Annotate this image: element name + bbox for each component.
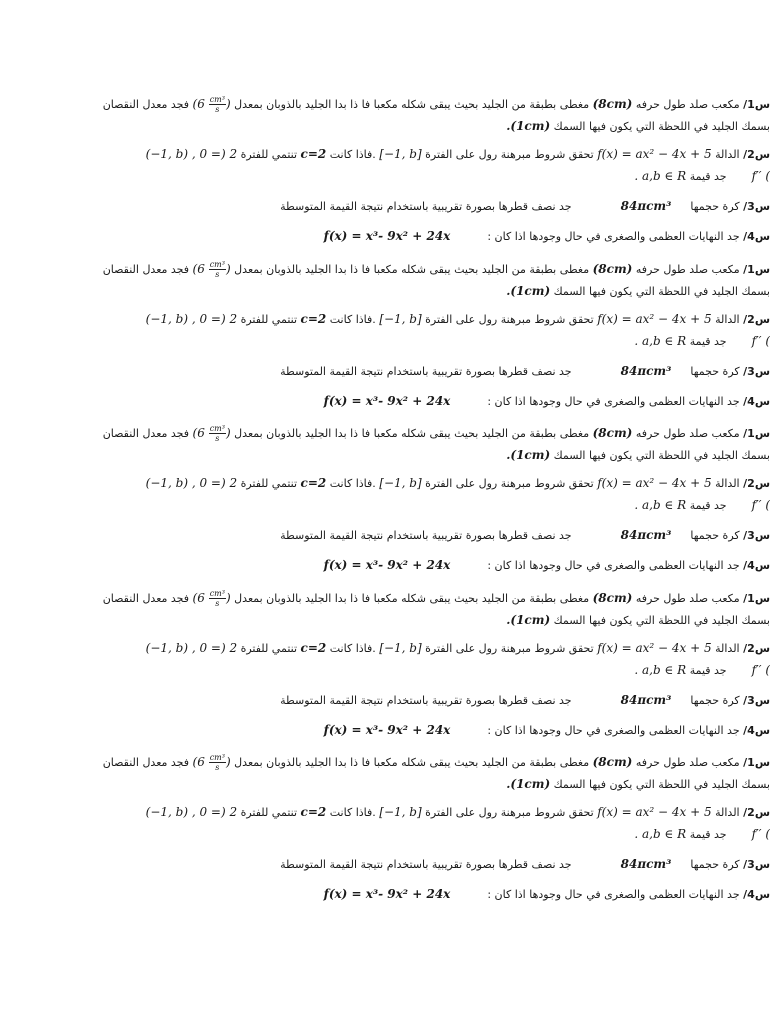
q1-text-b: مغطى بطبقة من الجليد بحيث يبقى شكله مكعبا فا ذا بدا الجليد بالذوبان بمعدل — [234, 98, 590, 111]
q2-number: س2/ — [743, 806, 770, 819]
q4-number: س4/ — [743, 395, 770, 408]
q4-text: جد النهايات العظمى والصغرى في حال وجودها اذا كان : — [487, 888, 740, 901]
q2-text-c: .فاذا كانت — [329, 313, 376, 326]
q2-text-b: تحقق شروط مبرهنة رول على الفترة — [425, 642, 594, 655]
q2-line2 — [634, 169, 770, 184]
q2-text-e: جد قيمة — [689, 335, 727, 348]
q3-volume: 84πcm³ — [620, 693, 672, 707]
q2-ab: . a,b ∈ R — [634, 498, 687, 512]
q4-line — [324, 558, 770, 573]
q4-number: س4/ — [743, 888, 770, 901]
q1-line2 — [506, 613, 770, 628]
q1-number: س1/ — [743, 98, 770, 111]
q3-text-b: جد نصف قطرها بصورة تقريبية باستخدام نتيجة القيمة المتوسطة — [280, 365, 572, 378]
q1-edge: (8cm) — [592, 755, 633, 769]
q4-text: جد النهايات العظمى والصغرى في حال وجودها اذا كان : — [487, 559, 740, 572]
q2-ab: . a,b ∈ R — [634, 663, 687, 677]
q3-line — [280, 528, 770, 543]
q1-text-b: مغطى بطبقة من الجليد بحيث يبقى شكله مكعبا فا ذا بدا الجليد بالذوبان بمعدل — [234, 592, 590, 605]
q2-line2 — [634, 827, 770, 842]
q2-number: س2/ — [743, 148, 770, 161]
q1-edge: (8cm) — [592, 426, 633, 440]
rate-fraction: $\frac{\text{cm³}}{s}$ — [209, 95, 225, 114]
q3-number: س3/ — [743, 200, 770, 213]
q2-interval: [−1, b] — [379, 147, 422, 161]
q2-second-derivative: f′′ ( — [751, 498, 770, 512]
q3-number: س3/ — [743, 858, 770, 871]
q1-thickness: (1cm). — [506, 777, 551, 791]
q3-text-a: كرة حجمها — [690, 858, 740, 871]
q3-volume: 84πcm³ — [620, 199, 672, 213]
q1-text-d: بسمك الجليد في اللحظة التي يكون فيها السمك — [553, 120, 770, 133]
q1-text-d: بسمك الجليد في اللحظة التي يكون فيها السمك — [553, 285, 770, 298]
q3-text-a: كرة حجمها — [690, 200, 740, 213]
q4-text: جد النهايات العظمى والصغرى في حال وجودها اذا كان : — [487, 230, 740, 243]
q1-thickness: (1cm). — [506, 613, 551, 627]
rate-fraction: $\frac{\text{cm³}}{s}$ — [209, 753, 225, 772]
q2-c-value: c=2 — [300, 312, 327, 326]
q1-text-a: مكعب صلد طول حرفه — [635, 427, 740, 440]
q4-number: س4/ — [743, 724, 770, 737]
q2-point: (−1, b) , 0 =) 2 — [145, 476, 238, 490]
q1-number: س1/ — [743, 756, 770, 769]
rate-fraction: $\frac{\text{cm³}}{s}$ — [209, 589, 225, 608]
q3-text-b: جد نصف قطرها بصورة تقريبية باستخدام نتيجة القيمة المتوسطة — [280, 200, 572, 213]
q2-line2 — [634, 334, 770, 349]
q2-point: (−1, b) , 0 =) 2 — [145, 147, 238, 161]
q2-function: f(x) = ax² − 4x + 5 — [597, 476, 712, 490]
q4-line — [324, 723, 770, 738]
q2-text-c: .فاذا كانت — [329, 477, 376, 490]
q1-number: س1/ — [743, 263, 770, 276]
q1-edge: (8cm) — [592, 97, 633, 111]
q1-rate: (6 $\frac{\text{cm³}}{s}$ ) — [192, 260, 231, 279]
q2-function: f(x) = ax² − 4x + 5 — [597, 147, 712, 161]
q2-function: f(x) = ax² − 4x + 5 — [597, 805, 712, 819]
q3-number: س3/ — [743, 529, 770, 542]
q4-number: س4/ — [743, 230, 770, 243]
q3-line — [280, 693, 770, 708]
q1-thickness: (1cm). — [506, 448, 551, 462]
q3-line — [280, 857, 770, 872]
q2-c-value: c=2 — [300, 476, 327, 490]
q2-text-a: الدالة — [715, 642, 740, 655]
q4-line — [324, 394, 770, 409]
q2-point: (−1, b) , 0 =) 2 — [145, 641, 238, 655]
q1-edge: (8cm) — [592, 262, 633, 276]
q2-text-d: تنتمي للفترة — [240, 642, 298, 655]
q2-line1 — [104, 312, 770, 327]
q1-text-d: بسمك الجليد في اللحظة التي يكون فيها السمك — [553, 778, 770, 791]
q2-number: س2/ — [743, 477, 770, 490]
q1-text-c: فجد معدل النقصان — [102, 592, 190, 605]
q2-text-d: تنتمي للفترة — [240, 148, 298, 161]
q3-text-a: كرة حجمها — [690, 694, 740, 707]
q2-ab: . a,b ∈ R — [634, 827, 687, 841]
q3-text-a: كرة حجمها — [690, 365, 740, 378]
q1-line2 — [506, 448, 770, 463]
q1-thickness: (1cm). — [506, 119, 551, 133]
q4-line — [324, 229, 770, 244]
q1-number: س1/ — [743, 592, 770, 605]
q1-text-c: فجد معدل النقصان — [102, 98, 190, 111]
q3-volume: 84πcm³ — [620, 857, 672, 871]
q1-rate: (6 $\frac{\text{cm³}}{s}$ ) — [192, 753, 231, 772]
q2-second-derivative: f′′ ( — [751, 169, 770, 183]
q1-rate: (6 $\frac{\text{cm³}}{s}$ ) — [192, 95, 231, 114]
q1-thickness: (1cm). — [506, 284, 551, 298]
q2-line2 — [634, 663, 770, 678]
q2-line1 — [104, 805, 770, 820]
q2-interval: [−1, b] — [379, 805, 422, 819]
q3-number: س3/ — [743, 694, 770, 707]
q1-line1 — [104, 589, 770, 608]
q2-function: f(x) = ax² − 4x + 5 — [597, 641, 712, 655]
q2-text-b: تحقق شروط مبرهنة رول على الفترة — [425, 313, 594, 326]
q1-line1 — [104, 424, 770, 443]
q2-c-value: c=2 — [300, 147, 327, 161]
q3-text-a: كرة حجمها — [690, 529, 740, 542]
q4-function: f(x) = x³- 9x² + 24x — [323, 229, 451, 243]
q2-ab: . a,b ∈ R — [634, 169, 687, 183]
q2-text-c: .فاذا كانت — [329, 148, 376, 161]
q4-function: f(x) = x³- 9x² + 24x — [323, 394, 451, 408]
q3-line — [280, 199, 770, 214]
q2-line2 — [634, 498, 770, 513]
q2-function: f(x) = ax² − 4x + 5 — [597, 312, 712, 326]
q2-text-c: .فاذا كانت — [329, 642, 376, 655]
q2-c-value: c=2 — [300, 805, 327, 819]
q1-text-a: مكعب صلد طول حرفه — [635, 756, 740, 769]
q2-second-derivative: f′′ ( — [751, 663, 770, 677]
q1-text-c: فجد معدل النقصان — [102, 427, 190, 440]
q1-line1 — [104, 260, 770, 279]
q4-function: f(x) = x³- 9x² + 24x — [323, 887, 451, 901]
q2-text-a: الدالة — [715, 806, 740, 819]
q3-text-b: جد نصف قطرها بصورة تقريبية باستخدام نتيجة القيمة المتوسطة — [280, 529, 572, 542]
q2-line1 — [104, 641, 770, 656]
rate-fraction: $\frac{\text{cm³}}{s}$ — [209, 260, 225, 279]
q2-interval: [−1, b] — [379, 312, 422, 326]
q2-text-d: تنتمي للفترة — [240, 806, 298, 819]
q2-ab: . a,b ∈ R — [634, 334, 687, 348]
q2-text-a: الدالة — [715, 313, 740, 326]
q1-text-b: مغطى بطبقة من الجليد بحيث يبقى شكله مكعبا فا ذا بدا الجليد بالذوبان بمعدل — [234, 756, 590, 769]
q1-rate: (6 $\frac{\text{cm³}}{s}$ ) — [192, 589, 231, 608]
q3-text-b: جد نصف قطرها بصورة تقريبية باستخدام نتيجة القيمة المتوسطة — [280, 858, 572, 871]
q2-text-b: تحقق شروط مبرهنة رول على الفترة — [425, 806, 594, 819]
q3-line — [280, 364, 770, 379]
q1-text-d: بسمك الجليد في اللحظة التي يكون فيها السمك — [553, 449, 770, 462]
q2-interval: [−1, b] — [379, 641, 422, 655]
q3-volume: 84πcm³ — [620, 364, 672, 378]
q4-function: f(x) = x³- 9x² + 24x — [323, 558, 451, 572]
q1-text-c: فجد معدل النقصان — [102, 263, 190, 276]
q2-line1 — [104, 147, 770, 162]
q2-second-derivative: f′′ ( — [751, 334, 770, 348]
q3-number: س3/ — [743, 365, 770, 378]
q2-text-a: الدالة — [715, 477, 740, 490]
q2-text-d: تنتمي للفترة — [240, 313, 298, 326]
q1-text-a: مكعب صلد طول حرفه — [635, 592, 740, 605]
q2-text-e: جد قيمة — [689, 499, 727, 512]
q2-text-a: الدالة — [715, 148, 740, 161]
q2-number: س2/ — [743, 642, 770, 655]
q2-text-b: تحقق شروط مبرهنة رول على الفترة — [425, 148, 594, 161]
q2-point: (−1, b) , 0 =) 2 — [145, 312, 238, 326]
q4-function: f(x) = x³- 9x² + 24x — [323, 723, 451, 737]
q2-number: س2/ — [743, 313, 770, 326]
q2-text-e: جد قيمة — [689, 664, 727, 677]
q2-interval: [−1, b] — [379, 476, 422, 490]
q4-text: جد النهايات العظمى والصغرى في حال وجودها اذا كان : — [487, 395, 740, 408]
q1-line2 — [506, 284, 770, 299]
q1-line1 — [104, 753, 770, 772]
q2-text-d: تنتمي للفترة — [240, 477, 298, 490]
rate-fraction: $\frac{\text{cm³}}{s}$ — [209, 424, 225, 443]
q1-text-b: مغطى بطبقة من الجليد بحيث يبقى شكله مكعبا فا ذا بدا الجليد بالذوبان بمعدل — [234, 427, 590, 440]
q1-text-c: فجد معدل النقصان — [102, 756, 190, 769]
q1-number: س1/ — [743, 427, 770, 440]
q2-point: (−1, b) , 0 =) 2 — [145, 805, 238, 819]
q2-c-value: c=2 — [300, 641, 327, 655]
q1-line1 — [104, 95, 770, 114]
q2-text-b: تحقق شروط مبرهنة رول على الفترة — [425, 477, 594, 490]
q2-text-e: جد قيمة — [689, 170, 727, 183]
q3-text-b: جد نصف قطرها بصورة تقريبية باستخدام نتيجة القيمة المتوسطة — [280, 694, 572, 707]
q2-line1 — [104, 476, 770, 491]
q1-edge: (8cm) — [592, 591, 633, 605]
q3-volume: 84πcm³ — [620, 528, 672, 542]
q1-text-a: مكعب صلد طول حرفه — [635, 98, 740, 111]
q1-line2 — [506, 119, 770, 134]
q4-text: جد النهايات العظمى والصغرى في حال وجودها اذا كان : — [487, 724, 740, 737]
q2-second-derivative: f′′ ( — [751, 827, 770, 841]
q1-text-a: مكعب صلد طول حرفه — [635, 263, 740, 276]
q1-text-d: بسمك الجليد في اللحظة التي يكون فيها السمك — [553, 614, 770, 627]
q1-line2 — [506, 777, 770, 792]
q4-number: س4/ — [743, 559, 770, 572]
q4-line — [324, 887, 770, 902]
q1-rate: (6 $\frac{\text{cm³}}{s}$ ) — [192, 424, 231, 443]
q2-text-c: .فاذا كانت — [329, 806, 376, 819]
q2-text-e: جد قيمة — [689, 828, 727, 841]
q1-text-b: مغطى بطبقة من الجليد بحيث يبقى شكله مكعبا فا ذا بدا الجليد بالذوبان بمعدل — [234, 263, 590, 276]
